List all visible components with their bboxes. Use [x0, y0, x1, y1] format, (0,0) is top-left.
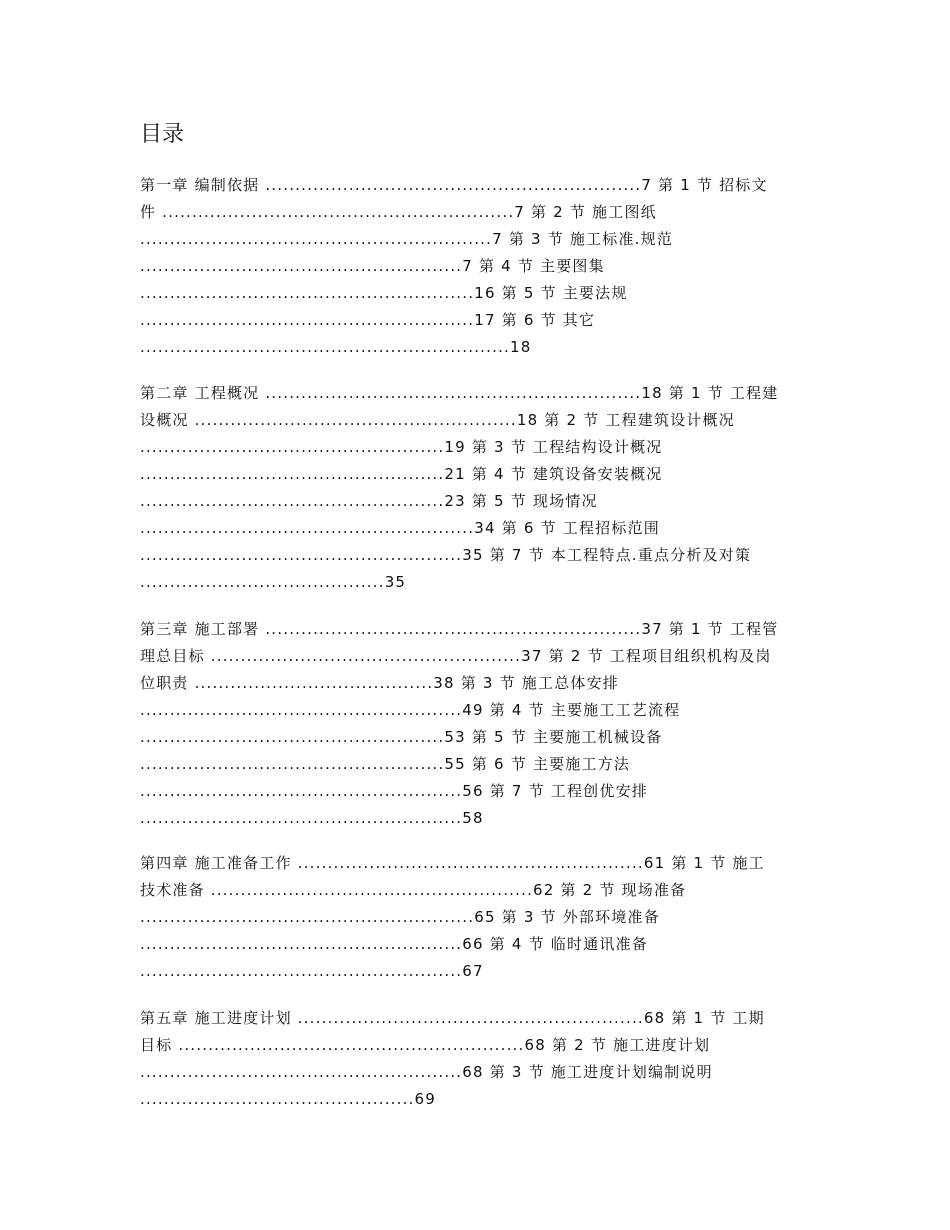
toc-line: ......................................................56 第 7 节 工程创优安排 — [140, 782, 648, 800]
toc-line: 第五章 施工进度计划 ..........................................................68 第 1 节 工期 — [140, 1009, 765, 1027]
toc-line: ......................................................66 第 4 节 临时通讯准备 — [140, 935, 648, 953]
toc-line: ........................................................16 第 5 节 主要法规 — [140, 284, 628, 302]
toc-line: ...................................................21 第 4 节 建筑设备安装概况 — [140, 465, 663, 483]
page-title: 目录 — [140, 122, 185, 147]
toc-line: ...................................................55 第 6 节 主要施工方法 — [140, 755, 631, 773]
toc-line: ..............................................................18 — [140, 338, 532, 356]
toc-line: 技术准备 ......................................................62 第 2 节 现场准备 — [140, 881, 687, 899]
toc-line: 件 ...........................................................7 第 2 节 施工图纸 — [140, 203, 657, 221]
toc-line: ..............................................69 — [140, 1090, 437, 1108]
toc-line: ......................................................35 第 7 节 本工程特点.重点分析及对策 — [140, 546, 752, 564]
toc-line: 位职责 ........................................38 第 3 节 施工总体安排 — [140, 674, 619, 692]
toc-line: 理总目标 ....................................................37 第 2 节 工程项目组织机构及岗 — [140, 647, 772, 665]
toc-line: 第二章 工程概况 ...............................................................18 第 1 节 工程建 — [140, 384, 779, 402]
toc-line: 第一章 编制依据 ...............................................................7 第 1 节 招标文 — [140, 176, 768, 194]
toc-line: .........................................35 — [140, 573, 407, 591]
toc-line: ......................................................58 — [140, 809, 484, 827]
toc-line: ........................................................65 第 3 节 外部环境准备 — [140, 908, 660, 926]
toc-line: ......................................................7 第 4 节 主要图集 — [140, 257, 605, 275]
toc-line: ...................................................53 第 5 节 主要施工机械设备 — [140, 728, 663, 746]
toc-line: ......................................................49 第 4 节 主要施工工艺流程 — [140, 701, 681, 719]
toc-line: ...................................................19 第 3 节 工程结构设计概况 — [140, 438, 663, 456]
toc-line: 目标 ..........................................................68 第 2 节 施工进度计划 — [140, 1036, 711, 1054]
toc-line: ........................................................17 第 6 节 其它 — [140, 311, 596, 329]
toc-line: ........................................................34 第 6 节 工程招标范围 — [140, 519, 660, 537]
toc-line: ......................................................67 — [140, 962, 484, 980]
toc-line: 第三章 施工部署 ...............................................................37 第 1 节 工程管 — [140, 620, 779, 638]
toc-line: ...........................................................7 第 3 节 施工标准.规范 — [140, 230, 674, 248]
toc-line: 设概况 ......................................................18 第 2 节 工程建筑设计概况 — [140, 411, 735, 429]
toc-line: 第四章 施工准备工作 ..........................................................61 第 1 节 施工 — [140, 854, 765, 872]
toc-line: ......................................................68 第 3 节 施工进度计划编制说明 — [140, 1063, 713, 1081]
toc-line: ...................................................23 第 5 节 现场情况 — [140, 492, 598, 510]
